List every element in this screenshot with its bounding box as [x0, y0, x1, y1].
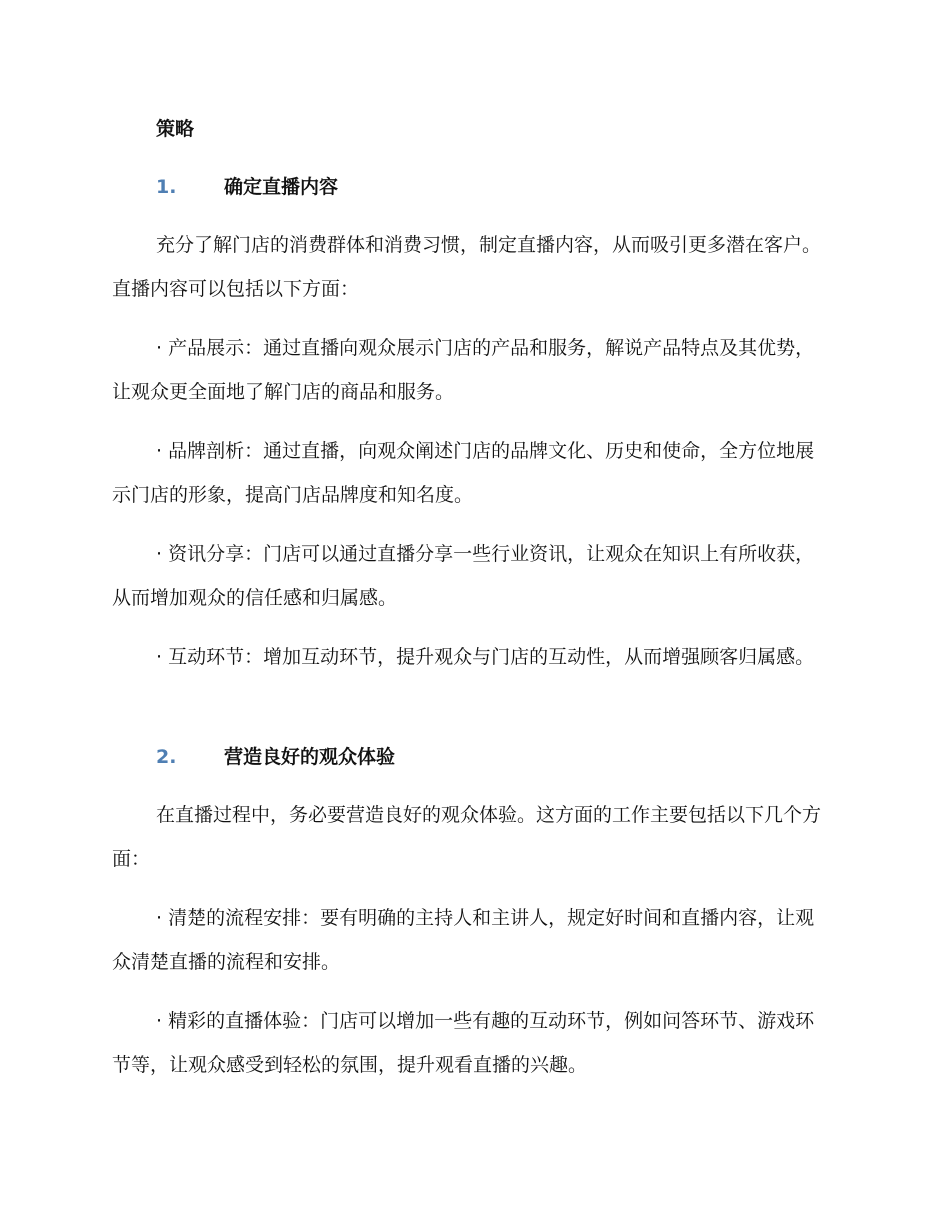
list-item: · 清楚的流程安排：要有明确的主持人和主讲人，规定好时间和直播内容，让观众清楚直播的流程和安排。: [112, 907, 815, 973]
section-title: 确定直播内容: [224, 176, 339, 198]
paragraph: 充分了解门店的消费群体和消费习惯，制定直播内容，从而吸引更多潜在客户。直播内容可以包括以下方面：: [112, 234, 822, 300]
section-number: 2.: [156, 746, 177, 768]
section-title: 营造良好的观众体验: [224, 746, 396, 768]
paragraph: 在直播过程中，务必要营造良好的观众体验。这方面的工作主要包括以下几个方面：: [112, 804, 822, 870]
list-item: · 资讯分享：门店可以通过直播分享一些行业资讯，让观众在知识上有所收获，从而增加观众的信任感和归属感。: [112, 543, 815, 609]
section-number: 1.: [156, 176, 177, 198]
list-item: · 互动环节：增加互动环节，提升观众与门店的互动性，从而增强顾客归属感。: [156, 646, 815, 668]
page-heading: 策略: [156, 118, 195, 140]
list-item: · 精彩的直播体验：门店可以增加一些有趣的互动环节，例如问答环节、游戏环节等，让观众感受到轻松的氛围，提升观看直播的兴趣。: [112, 1010, 815, 1076]
section-2-heading: [156, 744, 395, 770]
list-item: · 品牌剖析：通过直播，向观众阐述门店的品牌文化、历史和使命，全方位地展示门店的形象，提高门店品牌度和知名度。: [112, 440, 815, 506]
section-1-heading: [156, 174, 338, 200]
list-item: · 产品展示：通过直播向观众展示门店的产品和服务，解说产品特点及其优势，让观众更全面地了解门店的商品和服务。: [112, 337, 815, 403]
